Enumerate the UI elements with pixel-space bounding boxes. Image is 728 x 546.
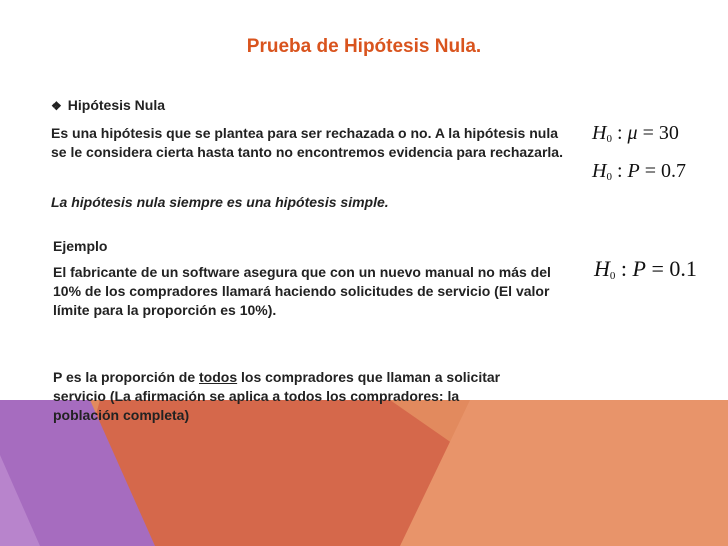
eq1-subject: H bbox=[592, 122, 607, 144]
equation-mu: $H_0$ : μ = 30 bbox=[592, 122, 679, 145]
population-suffix: los compradores que llaman a solicitar servicio (La afirmación se aplica a todos los compradores: la población completa) bbox=[53, 369, 501, 423]
definition-paragraph: Es una hipótesis que se plantea para ser rechazada o no. A la hipótesis nula se le considera cierta hasta tanto no encontremos evidencia para rechazarla. bbox=[51, 125, 563, 160]
equation-p-01: $H_0$ : P = 0.1 bbox=[594, 256, 697, 282]
eq2-variable: P bbox=[627, 160, 640, 182]
eq1-value: 30 bbox=[658, 122, 679, 144]
population-paragraph bbox=[53, 368, 523, 425]
diamond-bullet-icon: ❖ bbox=[51, 99, 62, 113]
eq1-subscript: 0 bbox=[606, 133, 612, 145]
eq3-variable: P bbox=[632, 256, 646, 281]
population-underlined-word: todos bbox=[199, 369, 238, 385]
eq2-value: 0.7 bbox=[661, 160, 687, 182]
bullet-heading-row bbox=[51, 96, 165, 116]
eq2-subscript: 0 bbox=[606, 171, 612, 183]
slide-title: Prueba de Hipótesis Nula. bbox=[246, 36, 482, 57]
eq2-subject: H bbox=[592, 160, 607, 182]
equation-p-07: $H_0$ : P = 0.7 bbox=[592, 160, 687, 183]
population-prefix: P es la proporción de bbox=[53, 369, 200, 385]
eq3-subscript: 0 bbox=[609, 270, 616, 282]
example-paragraph: El fabricante de un software asegura que con un nuevo manual no más del 10% de los compradores llamará haciendo solicitudes de servicio (El valor límite para la proporción es 10%). bbox=[53, 264, 551, 318]
eq1-variable: μ bbox=[627, 122, 638, 144]
eq3-subject: H bbox=[594, 256, 610, 281]
example-heading: Ejemplo bbox=[53, 238, 108, 254]
simple-hypothesis-note: La hipótesis nula siempre es una hipótesis simple. bbox=[51, 194, 389, 210]
eq3-value: 0.1 bbox=[669, 256, 697, 281]
bullet-heading: Hipótesis Nula bbox=[67, 97, 166, 113]
